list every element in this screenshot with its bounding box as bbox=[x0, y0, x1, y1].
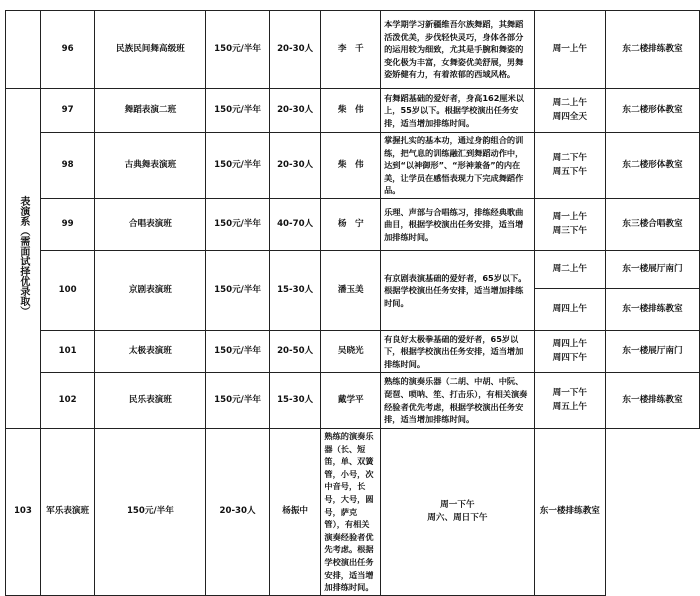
department-cell bbox=[6, 89, 41, 429]
schedule-time: 周一下午 bbox=[440, 499, 475, 510]
schedule-time: 周五上午 bbox=[552, 401, 587, 412]
course-description: 有京剧表演基础的爱好者，65岁以下。根据学校演出任务安排，适当增加排练时间。 bbox=[381, 251, 535, 331]
schedule-time: 周四上午 bbox=[534, 289, 605, 331]
class-size: 20-30人 bbox=[269, 89, 321, 133]
schedule-time: 周二下午 bbox=[552, 153, 587, 164]
schedule-time: 周一上午 bbox=[552, 212, 587, 223]
course-number: 98 bbox=[40, 133, 95, 199]
schedule-time: 周四全天 bbox=[552, 111, 587, 122]
class-size: 20-30人 bbox=[269, 11, 321, 89]
table-row bbox=[6, 373, 700, 429]
teacher-name: 杨 宁 bbox=[321, 199, 381, 251]
course-fee: 150元/半年 bbox=[206, 373, 269, 429]
teacher-name: 柴 伟 bbox=[321, 133, 381, 199]
course-number: 102 bbox=[40, 373, 95, 429]
course-number: 100 bbox=[40, 251, 95, 331]
room-name: 东一楼展厅南门 bbox=[605, 251, 699, 289]
course-name: 民乐表演班 bbox=[95, 373, 206, 429]
table-row bbox=[6, 429, 700, 596]
table-row bbox=[6, 199, 700, 251]
teacher-name: 吴晓光 bbox=[321, 331, 381, 373]
course-name: 民族民间舞高级班 bbox=[95, 11, 206, 89]
schedule-cell bbox=[534, 199, 605, 251]
course-name: 古典舞表演班 bbox=[95, 133, 206, 199]
schedule-cell bbox=[534, 373, 605, 429]
course-description: 有舞蹈基础的爱好者，身高162厘米以上，55岁以下。根据学校演出任务安排，适当增加排练时间。 bbox=[381, 89, 535, 133]
schedule-time: 周五下午 bbox=[552, 166, 587, 177]
teacher-name: 潘玉美 bbox=[321, 251, 381, 331]
room-name: 东一楼排练教室 bbox=[605, 373, 699, 429]
room-name: 东一楼排练教室 bbox=[534, 429, 605, 596]
class-size: 20-50人 bbox=[269, 331, 321, 373]
course-fee: 150元/半年 bbox=[206, 331, 269, 373]
table-row bbox=[6, 89, 700, 133]
course-name: 合唱表演班 bbox=[95, 199, 206, 251]
teacher-name: 戴学平 bbox=[321, 373, 381, 429]
class-size: 40-70人 bbox=[269, 199, 321, 251]
schedule-time: 周二上午 bbox=[552, 98, 587, 109]
teacher-name: 杨振中 bbox=[269, 429, 321, 596]
schedule-time: 周二上午 bbox=[534, 251, 605, 289]
course-number: 103 bbox=[6, 429, 41, 596]
table-row bbox=[6, 251, 700, 289]
schedule-time: 周一上午 bbox=[552, 43, 587, 54]
course-description: 掌握扎实的基本功，通过身韵组合的训练，把气息的训练融汇到舞蹈动作中，达到“以神御形”、“形神兼备”的内在美，让学员在感悟表现力下完成舞蹈作品。 bbox=[381, 133, 535, 199]
course-description: 本学期学习新疆维吾尔族舞蹈，其舞蹈活泼优美，步伐轻快灵巧，身体各部分的运用较为细致，尤其是手腕和舞姿的变化极为丰富，女舞姿优美舒展，男舞姿矫健有力，有着浓郁的西域风格。 bbox=[381, 11, 535, 89]
schedule-time: 周三下午 bbox=[552, 225, 587, 236]
schedule-time: 周一下午 bbox=[552, 388, 587, 399]
class-size: 15-30人 bbox=[269, 251, 321, 331]
dept-cell-blank bbox=[6, 11, 41, 89]
schedule-cell bbox=[534, 133, 605, 199]
course-name: 军乐表演班 bbox=[40, 429, 95, 596]
course-description: 乐理、声部与合唱练习，排练经典歌曲曲目，根据学校演出任务安排，适当增加排练时间。 bbox=[381, 199, 535, 251]
room-name: 东一楼展厅南门 bbox=[605, 331, 699, 373]
class-size: 20-30人 bbox=[269, 133, 321, 199]
department-label bbox=[17, 196, 29, 316]
course-number: 96 bbox=[40, 11, 95, 89]
course-name: 太极表演班 bbox=[95, 331, 206, 373]
course-number: 99 bbox=[40, 199, 95, 251]
schedule-cell bbox=[534, 89, 605, 133]
teacher-name: 柴 伟 bbox=[321, 89, 381, 133]
course-fee: 150元/半年 bbox=[206, 199, 269, 251]
course-description: 熟练的演奏乐器（长、短笛，单、双簧管，小号，次中音号，长号，大号，圆号，萨克管），有相关演奏经验者优先考虑。根据学校演出任务安排，适当增加排练时间。 bbox=[321, 429, 381, 596]
course-fee: 150元/半年 bbox=[206, 11, 269, 89]
room-name: 东二楼形体教室 bbox=[605, 89, 699, 133]
schedule-cell bbox=[381, 429, 535, 596]
course-fee: 150元/半年 bbox=[206, 133, 269, 199]
schedule-time: 周四下午 bbox=[552, 352, 587, 363]
schedule-time: 周四上午 bbox=[552, 339, 587, 350]
room-name: 东二楼形体教室 bbox=[605, 133, 699, 199]
course-description: 熟练的演奏乐器（二胡、中胡、中阮、琵琶、唢呐、笙、打击乐），有相关演奏经验者优先考虑，根据学校演出任务安排，适当增加排练时间。 bbox=[381, 373, 535, 429]
schedule-time: 周六、周日下午 bbox=[427, 512, 488, 523]
course-name: 京剧表演班 bbox=[95, 251, 206, 331]
room-name: 东一楼排练教室 bbox=[605, 289, 699, 331]
course-number: 97 bbox=[40, 89, 95, 133]
course-fee: 150元/半年 bbox=[206, 89, 269, 133]
teacher-name: 李 千 bbox=[321, 11, 381, 89]
department-name: 表演系 bbox=[17, 195, 29, 226]
course-table bbox=[5, 10, 700, 596]
course-description: 有良好太极拳基础的爱好者，65岁以下，根据学校演出任务安排，适当增加排练时间。 bbox=[381, 331, 535, 373]
department-note: （需面试择优录取） bbox=[17, 225, 29, 316]
course-fee: 150元/半年 bbox=[95, 429, 206, 596]
room-name: 东二楼排练教室 bbox=[605, 11, 699, 89]
class-size: 15-30人 bbox=[269, 373, 321, 429]
course-name: 舞蹈表演二班 bbox=[95, 89, 206, 133]
table-row bbox=[6, 11, 700, 89]
course-number: 101 bbox=[40, 331, 95, 373]
schedule-cell bbox=[534, 331, 605, 373]
table-row bbox=[6, 331, 700, 373]
class-size: 20-30人 bbox=[206, 429, 269, 596]
schedule-cell bbox=[534, 11, 605, 89]
table-row bbox=[6, 133, 700, 199]
room-name: 东三楼合唱教室 bbox=[605, 199, 699, 251]
course-fee: 150元/半年 bbox=[206, 251, 269, 331]
